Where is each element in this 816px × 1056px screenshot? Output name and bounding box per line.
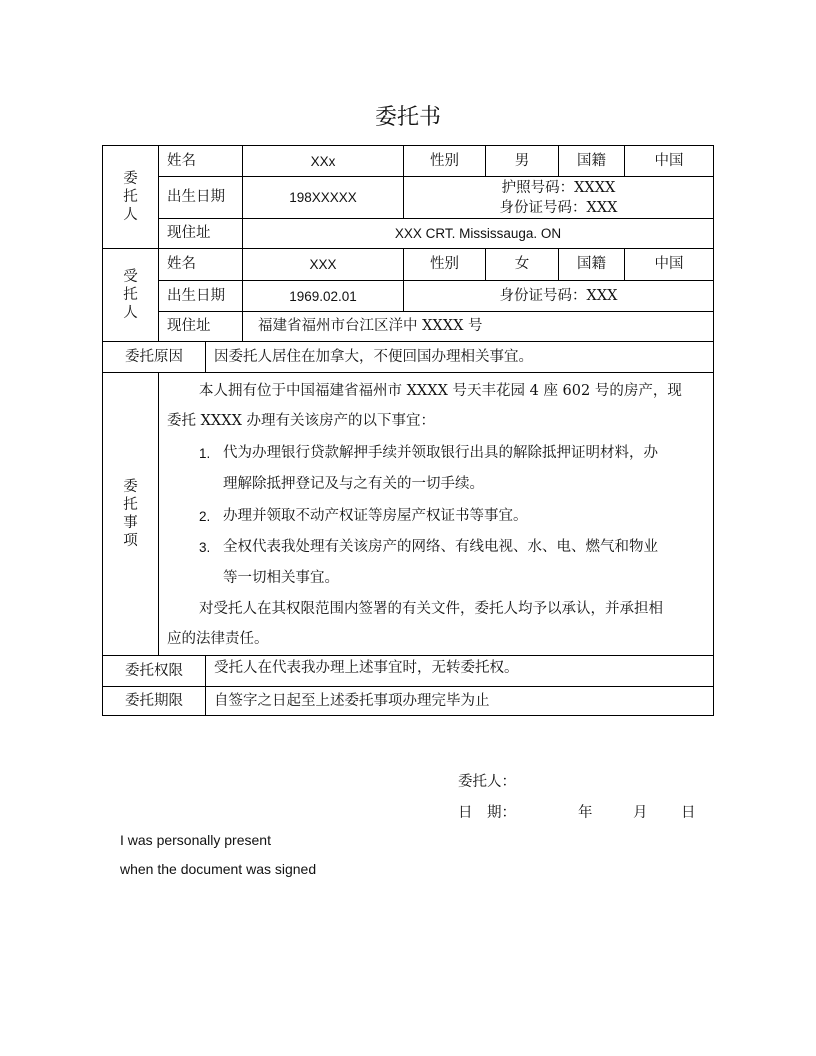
agent-name: XXX xyxy=(242,248,404,281)
principal-gender-label: 性别 xyxy=(403,145,486,177)
agent-dob: 1969.02.01 xyxy=(242,280,404,312)
matters-line: 等一切相关事宜。 xyxy=(223,570,339,586)
label-char: 委 xyxy=(123,171,138,187)
matters-content xyxy=(158,372,714,656)
date-day: 日 xyxy=(681,805,696,821)
agent-dob-label: 出生日期 xyxy=(158,280,243,312)
matters-line: 全权代表我处理有关该房产的网络、有线电视、水、电、燃气和物业 xyxy=(223,539,658,555)
note-line: when the document was signed xyxy=(120,861,317,877)
document-title: 委托书 xyxy=(374,105,441,130)
label-char: 受 xyxy=(123,269,138,285)
principal-dob: 198XXXXX xyxy=(242,176,404,219)
matters-line: 代为办理银行贷款解押手续并领取银行出具的解除抵押证明材料，办 xyxy=(223,445,658,461)
list-number: 2. xyxy=(199,509,211,524)
principal-id: 身份证号码：XXX xyxy=(499,199,618,216)
matters-line: 委托 XXXX 办理有关该房产的以下事宜： xyxy=(167,413,436,429)
agent-gender: 女 xyxy=(485,248,559,281)
principal-signature-label: 委托人： xyxy=(458,774,516,790)
agent-nationality-label: 国籍 xyxy=(558,248,625,281)
agent-section-label xyxy=(102,248,159,342)
principal-address: XXX CRT. Mississauga. ON xyxy=(242,218,714,249)
matters-line: 对受托人在其权限范围内签署的有关文件，委托人均予以承认，并承担相 xyxy=(199,601,663,617)
label-char: 委 xyxy=(123,479,138,495)
principal-nationality-label: 国籍 xyxy=(558,145,625,177)
list-number: 1. xyxy=(199,446,211,461)
agent-address: 福建省福州市台江区洋中 XXXX 号 xyxy=(242,311,714,342)
term-label: 委托期限 xyxy=(102,686,206,716)
matters-line: 本人拥有位于中国福建省福州市 XXXX 号天丰花园 4 座 602 号的房产，现 xyxy=(199,383,682,399)
principal-ids xyxy=(403,176,714,219)
principal-name: XXx xyxy=(242,145,404,177)
date-label: 日 期： xyxy=(458,805,516,821)
principal-nationality: 中国 xyxy=(624,145,714,177)
matters-line: 理解除抵押登记及与之有关的一切手续。 xyxy=(223,476,484,492)
label-char: 事 xyxy=(123,515,138,531)
matters-line: 办理并领取不动产权证等房屋产权证书等事宜。 xyxy=(223,508,528,524)
list-number: 3. xyxy=(199,540,211,555)
date-month: 月 xyxy=(633,805,648,821)
principal-address-label: 现住址 xyxy=(158,218,243,249)
reason-label: 委托原因 xyxy=(102,341,206,373)
label-char: 项 xyxy=(123,533,138,549)
agent-id: 身份证号码：XXX xyxy=(403,280,714,312)
label-char: 托 xyxy=(123,189,138,205)
principal-gender: 男 xyxy=(485,145,559,177)
note-line: I was personally present xyxy=(120,832,271,848)
principal-dob-label: 出生日期 xyxy=(158,176,243,219)
principal-name-label: 姓名 xyxy=(158,145,243,177)
matters-line: 应的法律责任。 xyxy=(167,631,269,647)
date-year: 年 xyxy=(578,805,593,821)
reason-text: 因委托人居住在加拿大，不便回国办理相关事宜。 xyxy=(205,341,714,373)
label-char: 人 xyxy=(123,207,138,223)
agent-nationality: 中国 xyxy=(624,248,714,281)
agent-address-label: 现住址 xyxy=(158,311,243,342)
label-char: 托 xyxy=(123,287,138,303)
principal-passport: 护照号码：XXXX xyxy=(501,179,616,196)
authority-text: 受托人在代表我办理上述事宜时，无转委托权。 xyxy=(205,655,714,687)
agent-name-label: 姓名 xyxy=(158,248,243,281)
label-char: 人 xyxy=(123,305,138,321)
matters-section-label xyxy=(102,372,159,656)
authority-label: 委托权限 xyxy=(102,655,206,687)
term-text: 自签字之日起至上述委托事项办理完毕为止 xyxy=(205,686,714,716)
label-char: 托 xyxy=(123,497,138,513)
principal-section-label xyxy=(102,145,159,249)
agent-gender-label: 性别 xyxy=(403,248,486,281)
